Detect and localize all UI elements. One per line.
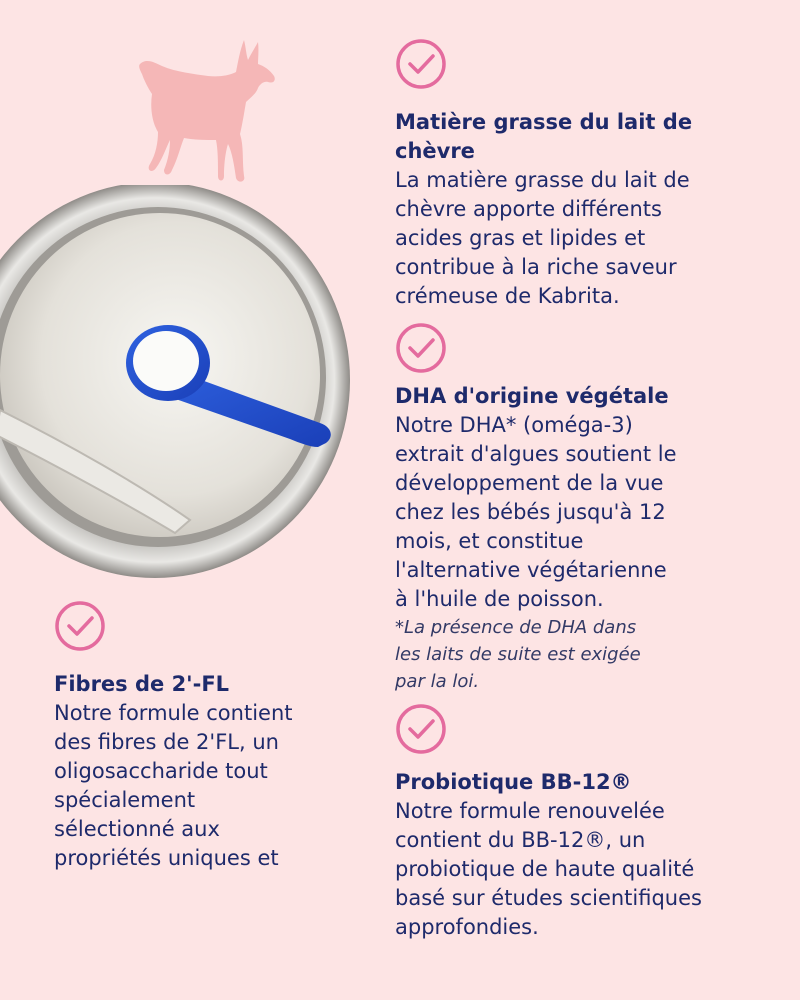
title-line: chèvre [395, 139, 475, 163]
feature-plant-dha [395, 382, 785, 695]
note-line: les laits de suite est exigée [395, 644, 641, 665]
body-line: chèvre apporte différents [395, 197, 662, 221]
body-line: extrait d'algues soutient le [395, 442, 677, 466]
body-line: basé sur études scientifiques [395, 886, 702, 910]
note-line: par la loi. [395, 671, 480, 692]
check-circle-icon [395, 322, 447, 374]
formula-tin-image [0, 185, 360, 585]
legal-footnote [395, 614, 785, 695]
feature-goat-milk-fat [395, 108, 785, 311]
feature-body [395, 797, 785, 942]
check-circle-icon [54, 600, 106, 652]
body-line: contribue à la riche saveur [395, 255, 677, 279]
feature-title: DHA d'origine végétale [395, 384, 669, 408]
note-line: *La présence de DHA dans [395, 617, 637, 638]
body-line: à l'huile de poisson. [395, 587, 604, 611]
body-line: contient du BB-12®, un [395, 828, 646, 852]
body-line: probiotique de haute qualité [395, 857, 695, 881]
check-circle-icon [395, 703, 447, 755]
body-line: propriétés uniques et [54, 846, 279, 870]
body-line: Notre formule renouvelée [395, 799, 665, 823]
goat-silhouette-icon [132, 36, 282, 186]
body-line: spécialement [54, 788, 196, 812]
check-circle-icon [395, 38, 447, 90]
body-line: développement de la vue [395, 471, 664, 495]
body-line: approfondies. [395, 915, 539, 939]
feature-2fl-fibres [54, 670, 374, 873]
body-line: sélectionné aux [54, 817, 220, 841]
title-line: Matière grasse du lait de [395, 110, 693, 134]
body-line: acides gras et lipides et [395, 226, 646, 250]
body-line: mois, et constitue [395, 529, 584, 553]
feature-body [395, 166, 785, 311]
body-line: Notre formule contient [54, 701, 293, 725]
feature-bb12-probiotic [395, 768, 785, 942]
body-line: oligosaccharide tout [54, 759, 268, 783]
feature-title: Fibres de 2'-FL [54, 672, 230, 696]
body-line: La matière grasse du lait de [395, 168, 690, 192]
feature-body [54, 699, 374, 873]
body-line: des fibres de 2'FL, un [54, 730, 279, 754]
feature-title: Probiotique BB-12® [395, 770, 632, 794]
body-line: chez les bébés jusqu'à 12 [395, 500, 666, 524]
body-line: Notre DHA* (oméga-3) [395, 413, 633, 437]
body-line: l'alternative végétarienne [395, 558, 667, 582]
feature-title [395, 108, 785, 166]
body-line: crémeuse de Kabrita. [395, 284, 620, 308]
feature-body [395, 411, 785, 614]
